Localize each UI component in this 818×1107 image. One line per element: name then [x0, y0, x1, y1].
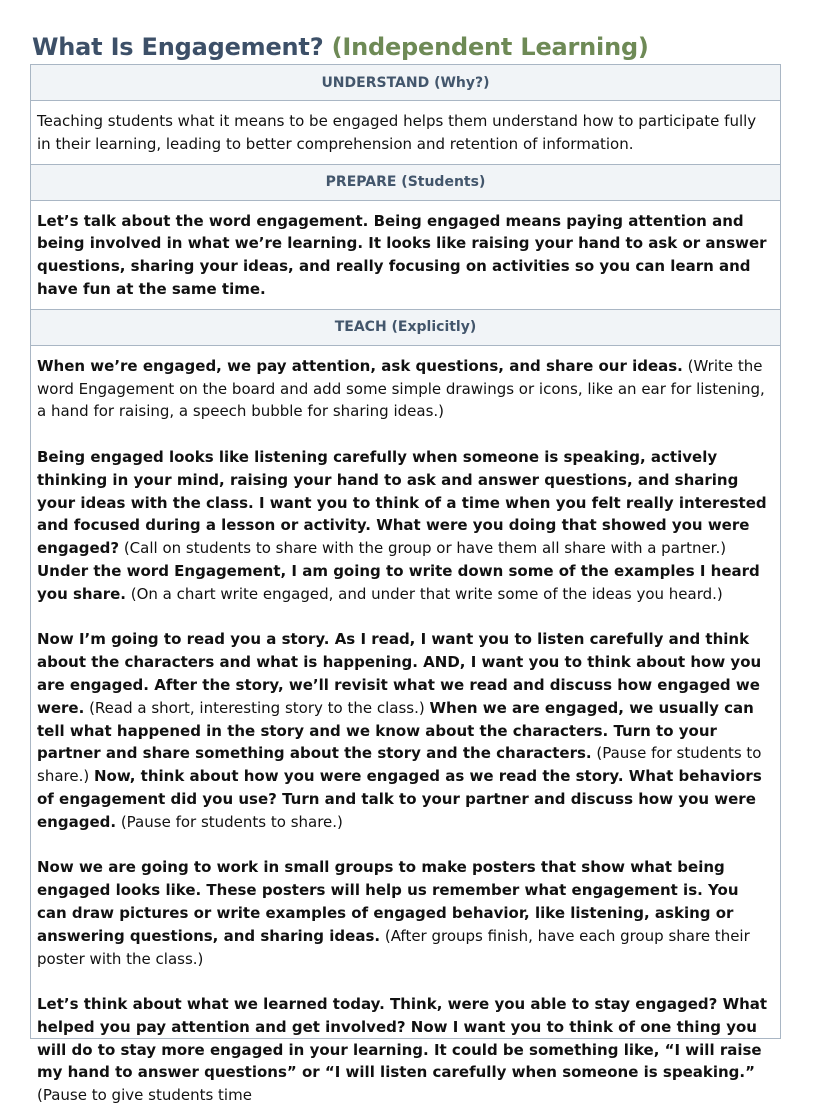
title-main: What Is Engagement?	[32, 33, 324, 61]
teach-script: Now, think about how you were engaged as we read the story. What behaviors of engagement did you use? Turn and talk to your partner and discuss how you were engaged.	[37, 767, 762, 831]
teach-script: Now I’m going to read you a story. As I read, I want you to listen carefully and think about the characters and what is happening. AND, I want you to think about how you are engaged. After the story, we’ll revisit what we read and discuss how engaged we were.	[37, 630, 762, 717]
teach-paragraph-4	[37, 856, 772, 970]
teach-note: (Pause for students to share.)	[37, 744, 762, 786]
teach-paragraph-1	[37, 355, 772, 423]
prepare-body	[31, 201, 780, 310]
understand-body	[31, 101, 780, 165]
title-subtitle: (Independent Learning)	[331, 33, 649, 61]
teach-script: Now we are going to work in small groups to make posters that show what being engaged looks like. These posters will help us remember what engagement is. You can draw pictures or write examples of engaged behavior, like listening, asking or answering questions, and sharing ideas.	[37, 858, 739, 945]
teach-note: (Pause to give students time	[37, 1086, 252, 1105]
page-title	[32, 30, 649, 64]
lesson-table	[30, 64, 781, 1105]
teach-body	[31, 346, 780, 1105]
prepare-header: PREPARE (Students)	[31, 165, 780, 201]
prepare-text	[37, 210, 772, 301]
understand-text: Teaching students what it means to be engaged helps them understand how to participate fully in their learning, leading to better comprehension and retention of information.	[37, 112, 757, 153]
teach-paragraph-3	[37, 628, 772, 833]
teach-script: Being engaged looks like listening carefully when someone is speaking, actively thinking in your mind, raising your hand to ask and answer questions, and sharing your ideas with the class. I want you to think of a time when you felt really interested and focused during a lesson or activity. What were you doing that showed you were engaged?	[37, 447, 767, 558]
teach-script: Under the word Engagement, I am going to write down some of the examples I heard you share.	[37, 561, 760, 603]
teach-script: When we are engaged, we usually can tell what happened in the story and we know about the characters. Turn to your partner and share something about the story and the characters.	[37, 698, 754, 763]
teach-note: (After groups finish, have each group share their poster with the class.)	[37, 926, 750, 968]
teach-note: (Read a short, interesting story to the class.)	[84, 698, 430, 717]
teach-script: When we’re engaged, we pay attention, ask questions, and share our ideas.	[37, 356, 683, 375]
teach-note: (Pause for students to share.)	[116, 812, 343, 831]
teach-script: Let’s think about what we learned today. Think, were you able to stay engaged? What helped you pay attention and get involved? Now I want you to think of one thing you will do to stay more engaged in your learning. It could be something like, “I will raise my hand to answer questions” or “I will listen carefully when someone is speaking.”	[37, 995, 768, 1082]
teach-note: (Write the word Engagement on the board and add some simple drawings or icons, like an ear for listening, a hand for raising, a speech bubble for sharing ideas.)	[37, 356, 765, 421]
teach-header: TEACH (Explicitly)	[31, 310, 780, 346]
teach-note: (Call on students to share with the group or have them all share with a partner.)	[119, 539, 727, 558]
prepare-script: Let’s talk about the word engagement. Being engaged means paying attention and being involved in what we’re learning. It looks like raising your hand to ask or answer questions, sharing your ideas, and really focusing on activities so you can learn and have fun at the same time.	[37, 211, 767, 298]
teach-paragraph-2	[37, 446, 772, 606]
understand-header: UNDERSTAND (Why?)	[31, 65, 780, 101]
teach-paragraph-5	[37, 993, 772, 1107]
teach-note: (On a chart write engaged, and under that write some of the ideas you heard.)	[125, 584, 723, 603]
